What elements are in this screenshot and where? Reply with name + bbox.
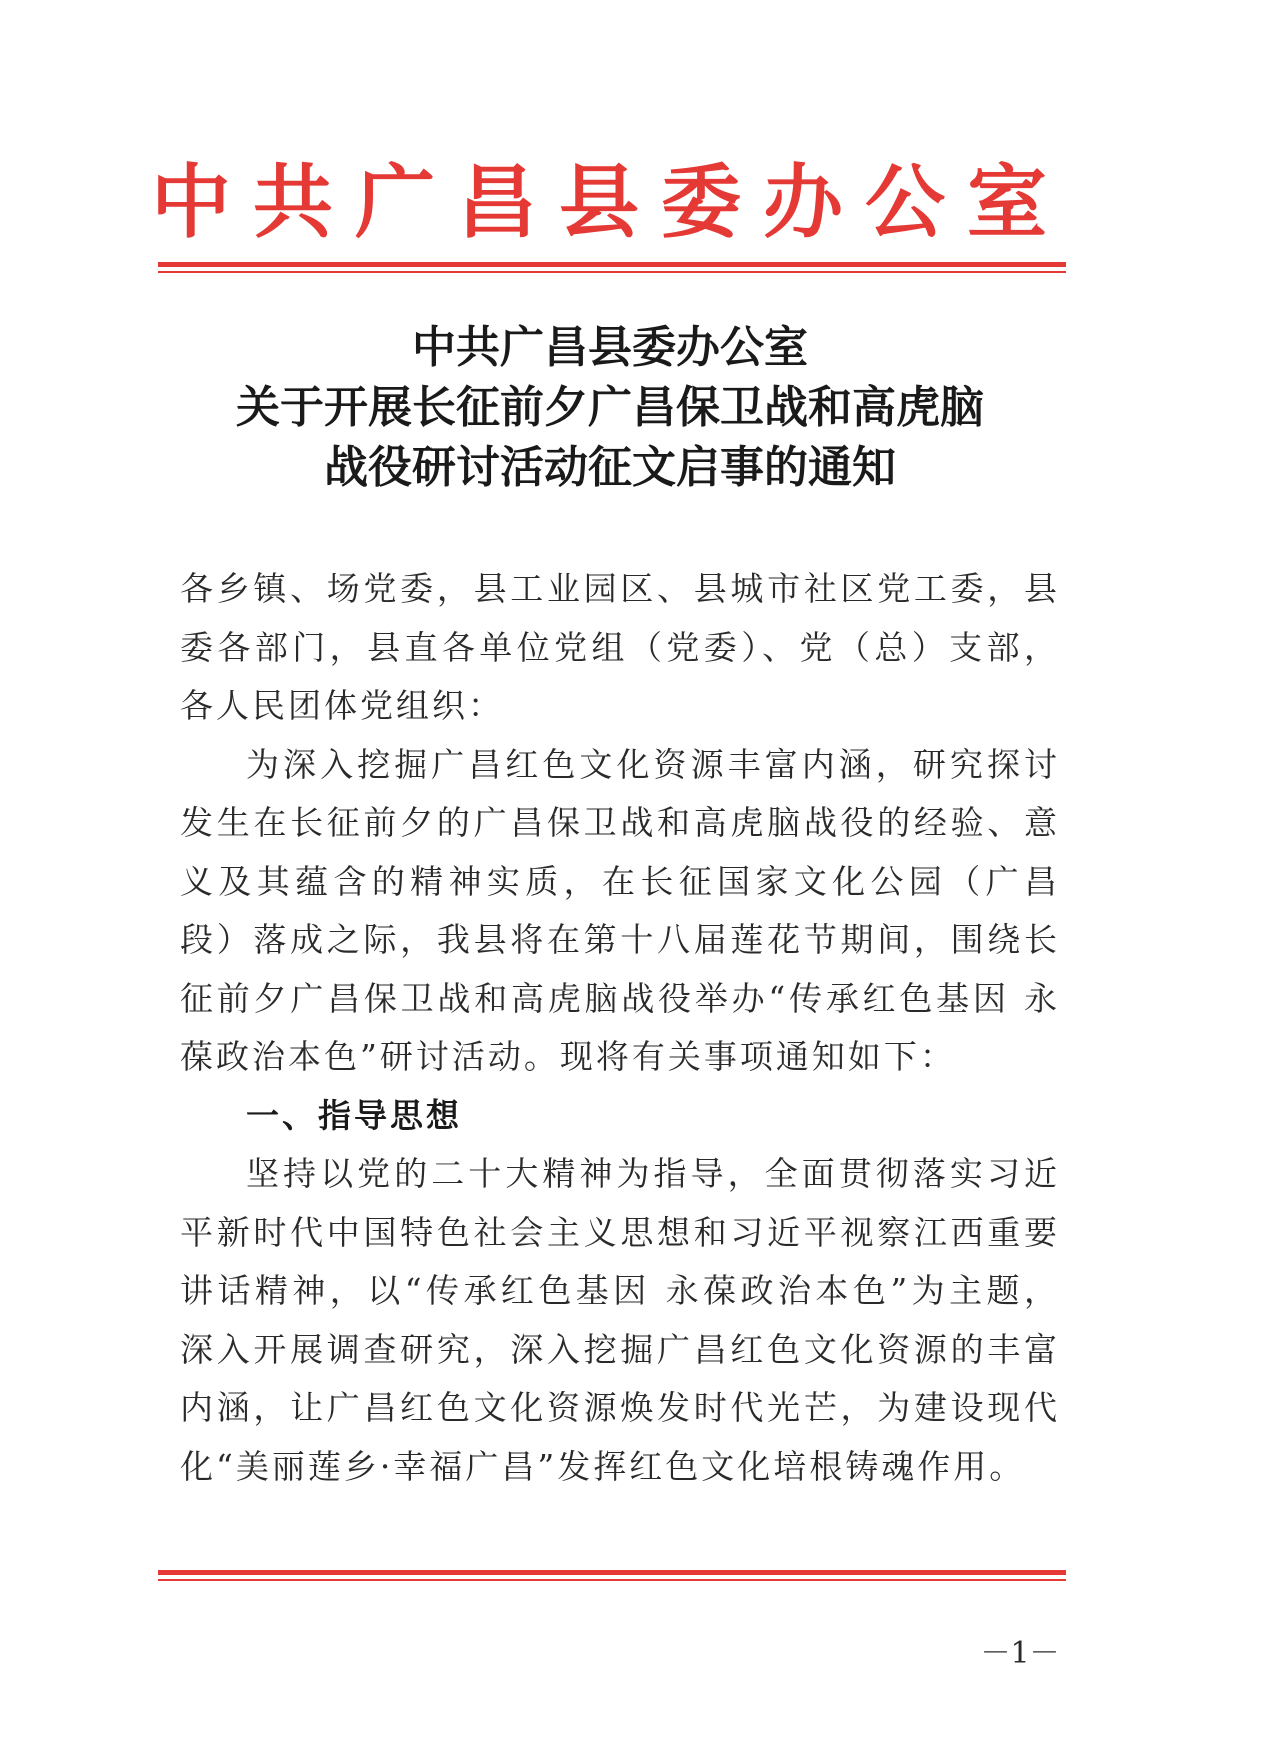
section-heading-guiding-ideology: 一、指导思想 — [246, 1095, 462, 1135]
red-rule-thick-line — [158, 262, 1066, 267]
document-body — [180, 560, 1060, 1496]
red-rule-thin-line — [158, 271, 1066, 273]
title-line-3: 战役研讨活动征文启事的通知 — [324, 442, 896, 493]
footer-rule-thick-line — [158, 1570, 1066, 1575]
salutation: 各乡镇、场党委，县工业园区、县城市社区党工委，县委各部门，县直各单位党组（党委）、党（总）支部，各人民团体党组织： — [180, 569, 1060, 725]
letterhead-red-rule — [158, 262, 1066, 273]
document-title — [160, 318, 1060, 498]
footer-rule-thin-line — [158, 1579, 1066, 1581]
letterhead-issuer: 中共广昌县委办公室 — [151, 155, 1069, 249]
section-paragraph-guiding-ideology: 坚持以党的二十大精神为指导，全面贯彻落实习近平新时代中国特色社会主义思想和习近平视察江西重要讲话精神，以“传承红色基因 永葆政治本色”为主题，深入开展调查研究，深入挖掘广昌红色文化资源的丰富内涵，让广昌红色文化资源焕发时代光芒，为建设现代化“美丽莲乡·幸福广昌”发挥红色文化培根铸魂作用。 — [180, 1154, 1060, 1486]
title-line-1: 中共广昌县委办公室 — [412, 322, 808, 373]
page-number: －1－ — [980, 1636, 1060, 1671]
footer-red-rule — [158, 1570, 1066, 1581]
intro-paragraph: 为深入挖掘广昌红色文化资源丰富内涵，研究探讨发生在长征前夕的广昌保卫战和高虎脑战役的经验、意义及其蕴含的精神实质，在长征国家文化公园（广昌段）落成之际，我县将在第十八届莲花节期间，围绕长征前夕广昌保卫战和高虎脑战役举办“传承红色基因 永葆政治本色”研讨活动。现将有关事项通知如下： — [180, 744, 1060, 1076]
title-line-2: 关于开展长征前夕广昌保卫战和高虎脑 — [236, 382, 984, 433]
